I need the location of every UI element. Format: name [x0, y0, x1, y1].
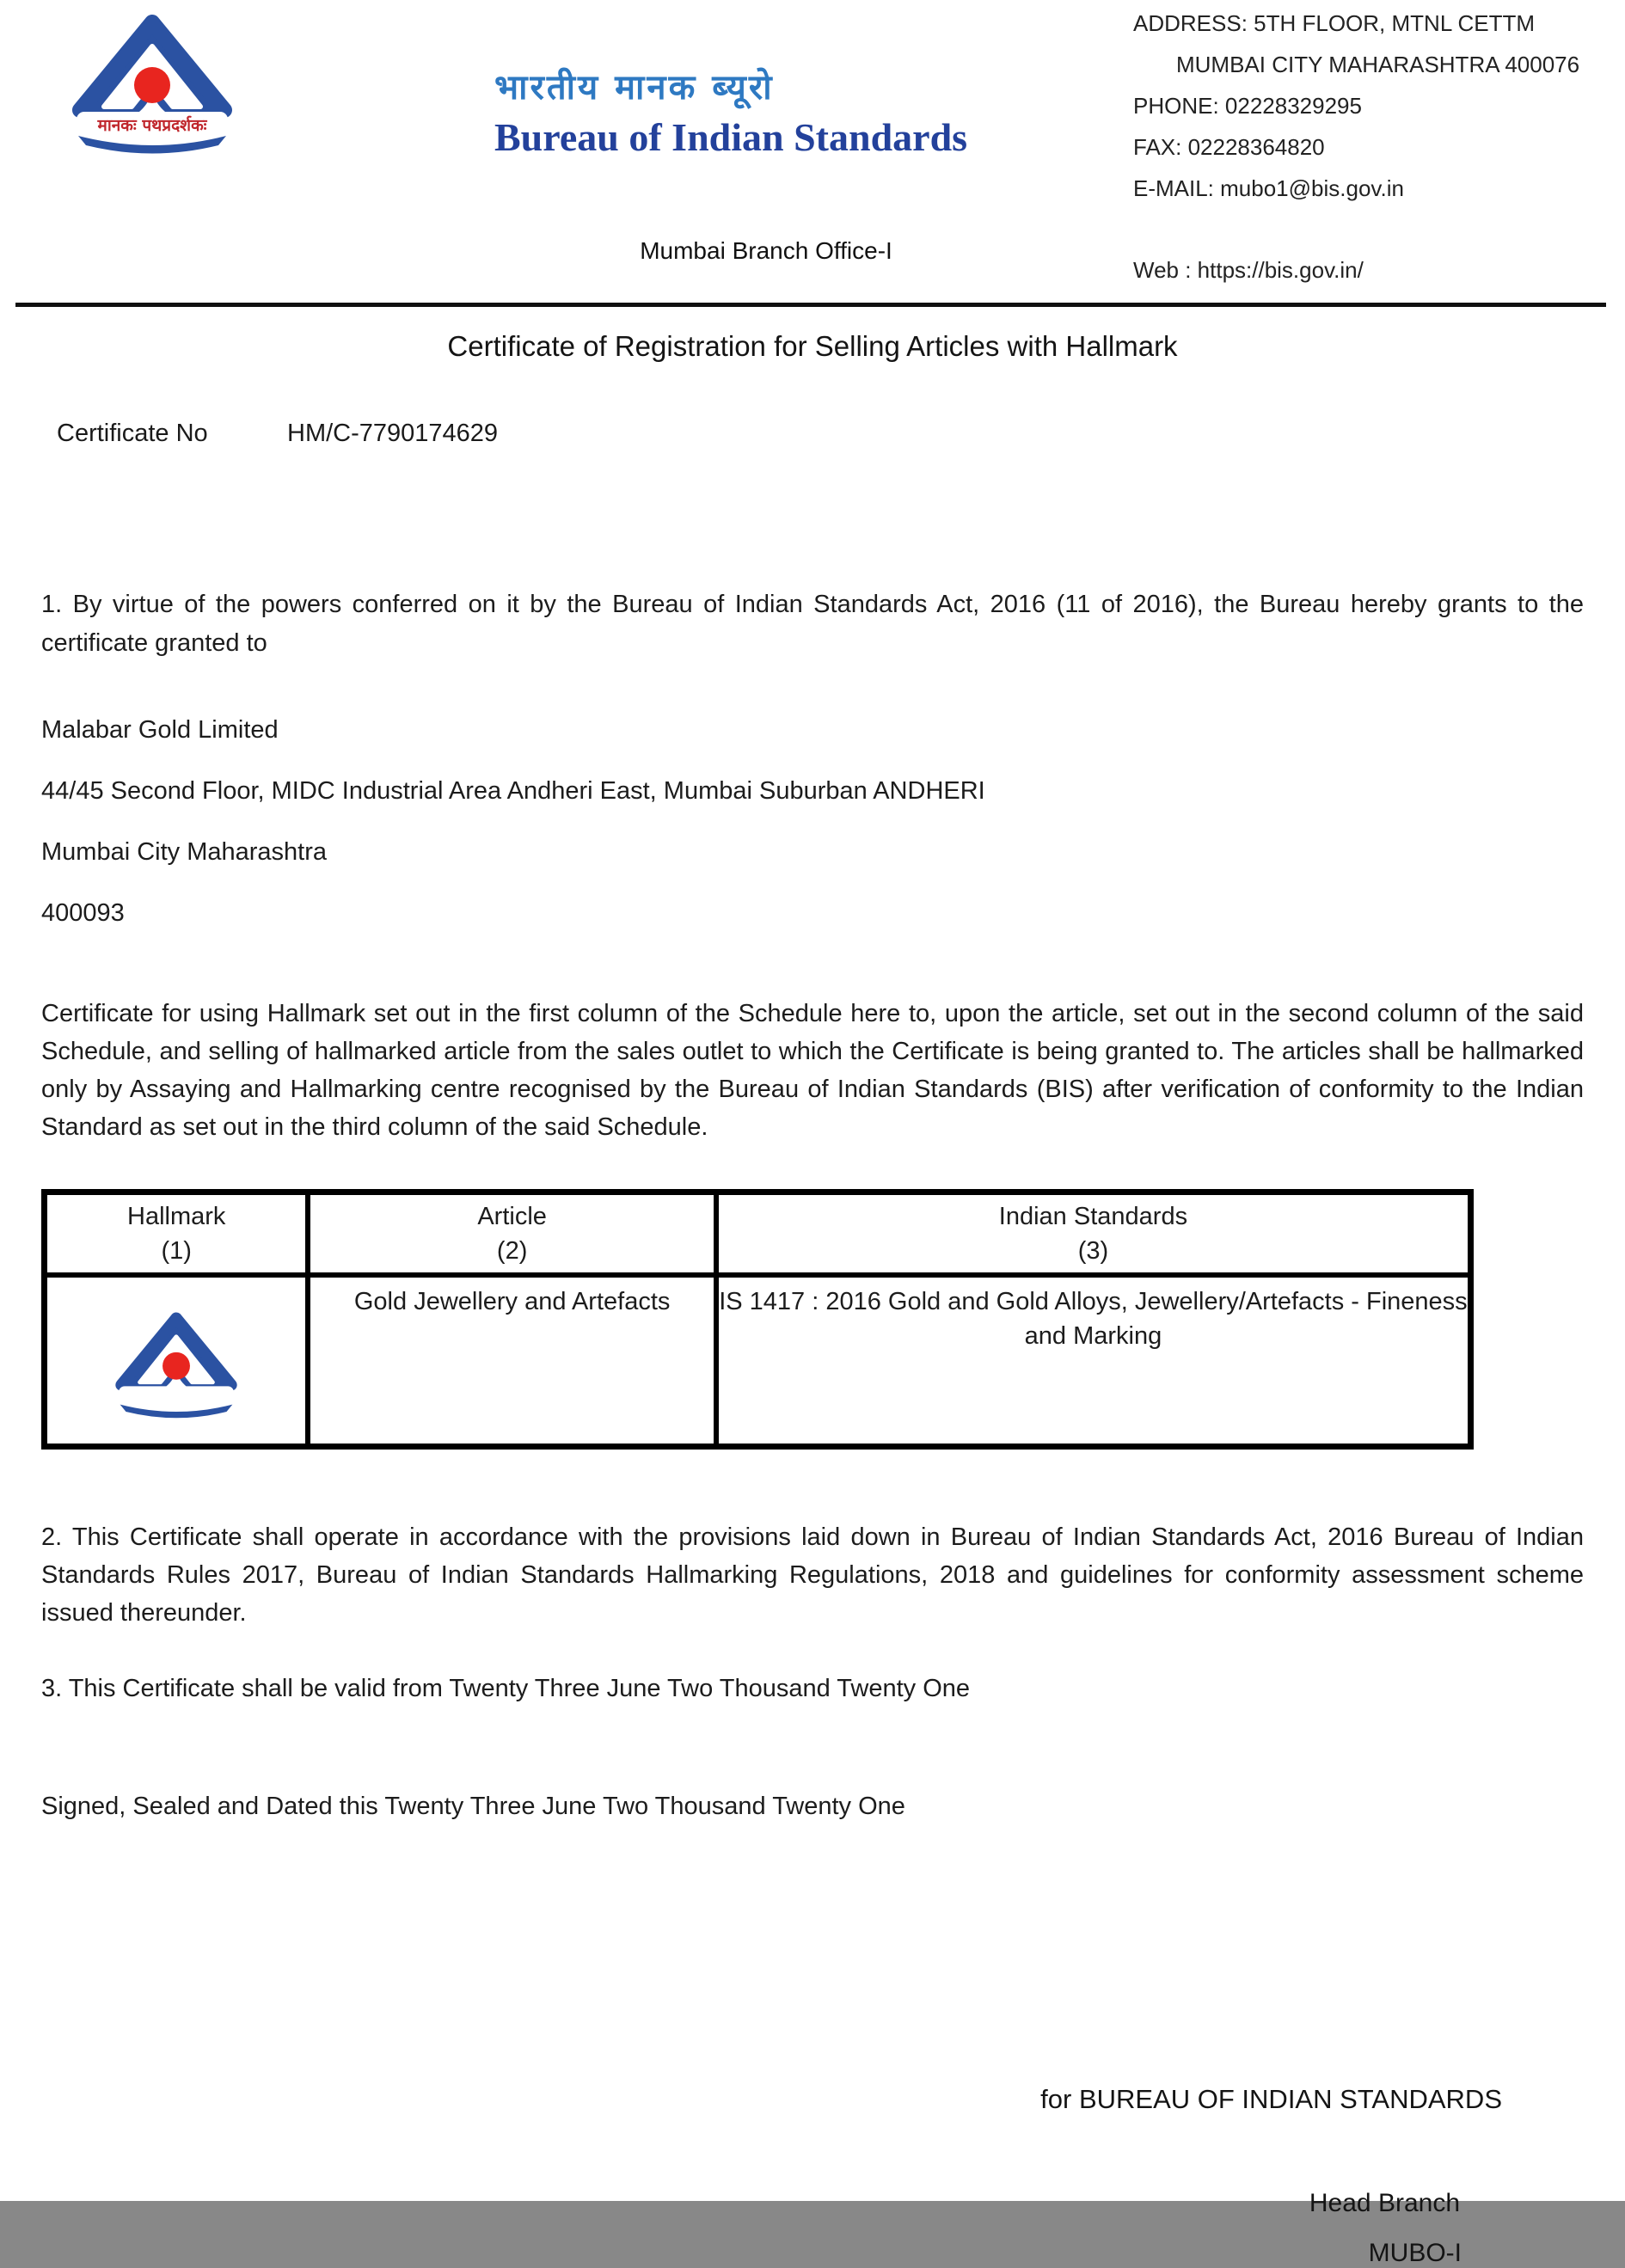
org-name-hindi: भारतीय मानक ब्यूरो: [494, 68, 775, 107]
contact-phone: PHONE: 02228329295: [1133, 93, 1362, 119]
contact-email: E-MAIL: mubo1@bis.gov.in: [1133, 175, 1404, 201]
schedule-header-row: [45, 1192, 1471, 1275]
schedule-header-article-index: (2): [496, 1236, 528, 1265]
clause-3: 3. This Certificate shall be valid from Twenty Three June Two Thousand Twenty One: [41, 1675, 971, 1702]
header: [0, 0, 1625, 303]
schedule-header-standards: [716, 1192, 1471, 1275]
contact-address-line2: MUMBAI CITY MAHARASHTRA 400076: [1176, 52, 1580, 77]
bis-logo-icon: [45, 7, 260, 155]
signed-sealed-line: Signed, Sealed and Dated this Twenty Three June Two Thousand Twenty One: [41, 1793, 905, 1820]
signatory-title: Head Branch: [1309, 2189, 1460, 2217]
grantee-address: 44/45 Second Floor, MIDC Industrial Area Andheri East, Mumbai Suburban ANDHERI: [41, 777, 985, 805]
branch-office-name: Mumbai Branch Office-I: [640, 237, 892, 264]
schedule-header-article: [308, 1192, 715, 1275]
org-name-english: Bureau of Indian Standards: [494, 115, 968, 159]
schedule-header-hallmark-index: (1): [161, 1236, 192, 1265]
clause-2: 2. This Certificate shall operate in accordance with the provisions laid down in Bureau of Indian Standards Act, 2016 Bureau of Indian Standards Rules 2017, Bureau of Indian Standards Hallmarking Regulations, 2018 and guidelines for conformity assessment scheme issued thereunder.: [41, 1523, 1584, 1627]
article-cell: Gold Jewellery and Artefacts: [308, 1275, 715, 1447]
contact-fax: FAX: 02228364820: [1133, 134, 1325, 160]
clause-1: 1. By virtue of the powers conferred on it by the Bureau of Indian Standards Act, 2016 (11 of 2016), the Bureau hereby grants to the certificate granted to: [41, 591, 1584, 657]
hallmark-clause: Certificate for using Hallmark set out in the first column of the Schedule here to, upon the article, set out in the second column of the said Schedule, and selling of hallmarked article from the sales outlet to which the Certificate is being granted to. The articles shall be hallmarked only by Assaying and Hallmarking centre recognised by the Bureau of Indian Standards (BIS) after verification of conformity to the Indian Standard as set out in the third column of the said Schedule.: [41, 1000, 1584, 1141]
org-names: [494, 62, 967, 160]
certificate-number-row: [41, 420, 1584, 448]
logo-banner-text: मानकः पथप्रदर्शकः: [97, 116, 207, 135]
hallmark-cell: [45, 1275, 309, 1447]
schedule-header-standards-label: Indian Standards: [998, 1202, 1188, 1230]
contact-block: [1133, 10, 1597, 298]
schedule-header-hallmark: [45, 1192, 309, 1275]
schedule-table: [41, 1189, 1474, 1450]
contact-address-line1: ADDRESS: 5TH FLOOR, MTNL CETTM: [1133, 10, 1536, 36]
certificate-number-value: HM/C-7790174629: [287, 420, 499, 447]
for-organisation-line: for BUREAU OF INDIAN STANDARDS: [1040, 2084, 1502, 2114]
certificate-body: [0, 330, 1625, 2268]
certificate-title: Certificate of Registration for Selling Articles with Hallmark: [447, 330, 1178, 362]
schedule-header-hallmark-label: Hallmark: [127, 1202, 226, 1230]
schedule-data-row: [45, 1275, 1471, 1447]
signatory-office: MUBO-I: [1368, 2239, 1462, 2267]
certificate-number-label: Certificate No: [57, 420, 208, 447]
header-divider: [15, 303, 1606, 307]
grantee-city: Mumbai City Maharashtra: [41, 838, 327, 866]
grantee-name: Malabar Gold Limited: [41, 716, 279, 744]
indian-standards-cell: IS 1417 : 2016 Gold and Gold Alloys, Jewellery/Artefacts - Fineness and Marking: [716, 1275, 1471, 1447]
bis-hallmark-logo-icon: [111, 1298, 242, 1427]
schedule-header-standards-index: (3): [1077, 1236, 1109, 1265]
grantee-pincode: 400093: [41, 899, 125, 927]
schedule-header-article-label: Article: [477, 1202, 547, 1230]
contact-web: Web : https://bis.gov.in/: [1133, 257, 1364, 283]
